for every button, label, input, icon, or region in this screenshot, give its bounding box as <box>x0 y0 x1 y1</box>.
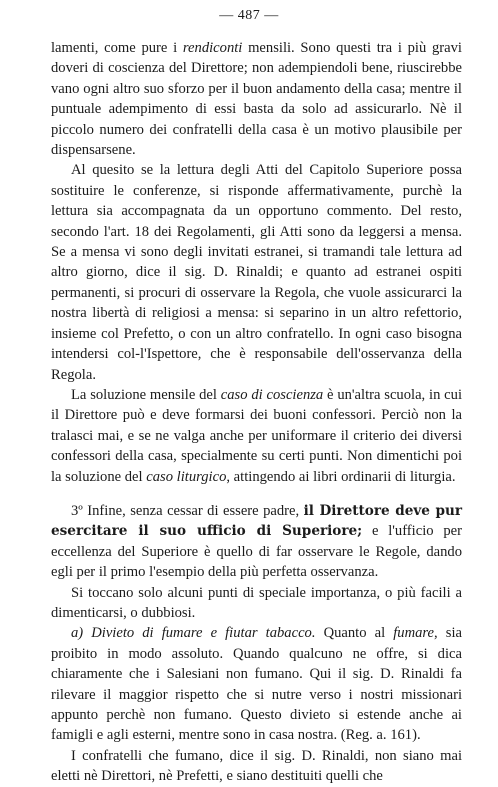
italic-term: rendiconti <box>182 40 243 56</box>
paragraph: I confratelli che fumano, dice il sig. D. Rinaldi, non siano mai eletti nè Direttori, nè Prefetti, e siano destituiti quelli che <box>51 747 462 785</box>
section-paragraph: 3º Infine, senza cessar di essere padre, il Direttore deve pur esercitare il suo ufficio di Superiore; e l'ufficio per eccellenza del Superiore è quello di far osservare le Regole, dando egli per il primo l'esempio della più perfetta osservanza. <box>51 502 462 581</box>
italic-heading: Divieto di fumare e fiutar tabacco. <box>91 625 316 642</box>
page-body <box>51 38 462 787</box>
italic-term: fumare <box>393 625 435 642</box>
italic-term: caso di coscienza <box>220 386 324 403</box>
paragraph: Al quesito se la lettura degli Atti del Capitolo Superiore possa sostituire le conferenze, si risponde affermativamente, purchè la lettura sia accompagnata da un opportuno commento. Del resto, secondo l'art. 18 dei Regolamenti, gli Atti sono da leggersi a mensa. Se a mensa vi sono degli invitati estranei, si tramandi tale lettura ad altro giorno, dice il sig. D. Rinaldi; e quanto ad estranei ospiti permanenti, si procuri di osservare la Regola, che vuole assicurarci la nostra libertà di religiosi a mensa: si separino in un altro refettorio, insieme col Prefetto, o con un altro confratello. In ogni caso bisogna intendersi col-l'Ispettore, che è responsabile dell'osservanza della Regola. <box>51 162 462 383</box>
paragraph: lamenti, come pure i rendiconti mensili. Sono questi tra i più gravi doveri di coscienza del Direttore; non adempiendoli bene, riuscirebbe vano ogni altro suo sforzo per il buon andamento della casa; mentre il puntuale adempimento di essi basta da solo ad assicurarlo. Nè il piccolo numero dei confratelli della casa è un motivo plausibile per dispensarsene. <box>51 40 462 159</box>
list-marker: a) <box>71 625 92 642</box>
paragraph: Si toccano solo alcuni punti di speciale importanza, o più facili a dimenticarsi, o dubbiosi. <box>51 584 462 621</box>
bold-heading: il Direttore deve pur esercitare il suo ufficio di Superiore; <box>51 502 462 540</box>
page-number: — 487 — <box>219 8 279 23</box>
italic-term: caso liturgico <box>146 468 227 485</box>
paragraph: La soluzione mensile del caso di coscienza è un'altra scuola, in cui il Direttore può e deve formarsi dei buoni confessori. Perciò non la tralasci mai, e se ne valga anche per uniformare il criterio dei diversi confessori della casa, specialmente su certi punti. Non dimentichi poi la soluzione del caso liturgico, attingendo ai libri ordinarii di liturgia. <box>51 386 463 485</box>
paragraph: a) Divieto di fumare e fiutar tabacco. Quanto al fumare, sia proibito in modo assoluto. Quando qualcuno ne offre, si dica chiaramente che i Salesiani non fumano. Qui il sig. D. Rinaldi fa rilevare il maggior rispetto che si nutre verso i nostri missionari appunto perchè non fumano. Questo divieto si estende anche ai famigli e agli esterni, mentre sono in casa nostra. (Reg. a. 161). <box>51 625 462 744</box>
